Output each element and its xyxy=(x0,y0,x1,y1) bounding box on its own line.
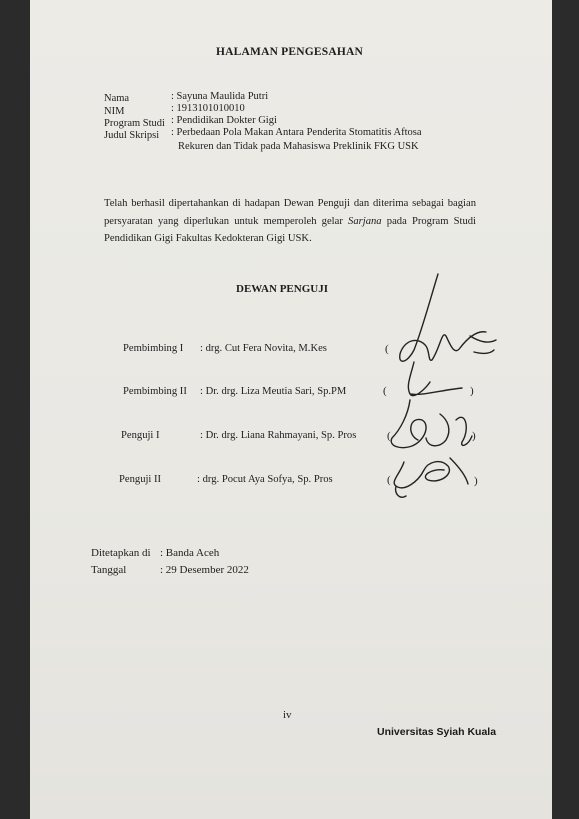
nim-label: NIM xyxy=(104,106,125,117)
thesis-title-value: : Perbedaan Pola Makan Antara Penderita Stomatitis Aftosa xyxy=(171,127,422,138)
examiner-signatures xyxy=(370,270,510,515)
thesis-title-label: Judul Skripsi xyxy=(104,130,160,141)
name-label: Nama xyxy=(104,93,130,104)
board-title: DEWAN PENGUJI xyxy=(236,283,328,295)
examiner-name-1: : drg. Cut Fera Novita, M.Kes xyxy=(200,343,327,354)
signature-2 xyxy=(408,362,462,396)
ditetapkan-value: : Banda Aceh xyxy=(160,547,220,559)
nim-value: : 1913101010010 xyxy=(171,103,245,114)
examiner-role-3: Penguji I xyxy=(121,430,160,441)
examiner-name-2: : Dr. drg. Liza Meutia Sari, Sp.PM xyxy=(200,386,347,397)
statement-paragraph xyxy=(104,195,476,248)
signature-4 xyxy=(394,458,468,497)
thesis-title-value-cont: Rekuren dan Tidak pada Mahasiswa Preklinik FKG USK xyxy=(178,141,419,152)
signature-open-1: ( xyxy=(385,343,389,355)
examiner-role-1: Pembimbing I xyxy=(123,343,184,354)
university-name: Universitas Syiah Kuala xyxy=(377,726,497,738)
page-number: iv xyxy=(283,709,292,721)
tanggal-label: Tanggal xyxy=(91,564,127,576)
statement-text-1: Telah berhasil dipertahankan di hadapan Dewan Penguji dan diterima sebagai bagian persyaratan yang diperlukan untuk memperoleh gelar xyxy=(104,198,476,227)
examiner-role-4: Penguji II xyxy=(119,474,162,485)
statement-text-2: pada Program Studi Pendidikan Gigi Fakultas Kedokteran Gigi USK. xyxy=(104,215,476,244)
ditetapkan-label: Ditetapkan di xyxy=(91,547,151,559)
signature-1 xyxy=(400,274,496,361)
page-title: HALAMAN PENGESAHAN xyxy=(216,46,364,58)
examiner-name-4: : drg. Pocut Aya Sofya, Sp. Pros xyxy=(197,474,333,485)
tanggal-value: : 29 Desember 2022 xyxy=(160,564,249,576)
signature-close-4: ) xyxy=(474,475,478,487)
signature-open-3: ( xyxy=(387,430,391,442)
signature-3 xyxy=(391,400,472,448)
program-label: Program Studi xyxy=(104,118,165,129)
signature-close-2: ) xyxy=(470,385,474,397)
statement-degree: Sarjana xyxy=(348,215,382,227)
signature-close-3: ) xyxy=(472,430,476,442)
examiner-name-3: : Dr. drg. Liana Rahmayani, Sp. Pros xyxy=(200,430,357,441)
program-value: : Pendidikan Dokter Gigi xyxy=(171,115,277,126)
signature-open-2: ( xyxy=(383,385,387,397)
signature-open-4: ( xyxy=(387,474,391,486)
name-value: : Sayuna Maulida Putri xyxy=(171,91,269,102)
examiner-role-2: Pembimbing II xyxy=(123,386,187,397)
